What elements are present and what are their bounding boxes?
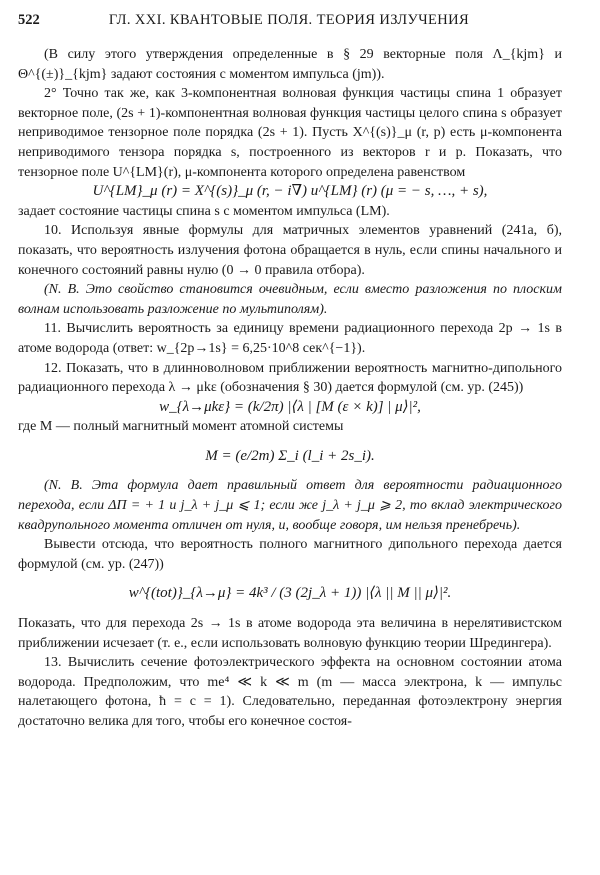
equation-w-tot: w^{(tot)}_{λ→μ} = 4k³ / (3 (2j_λ + 1)) |⟨λ || M || μ⟩|². [128,585,452,602]
running-header [18,12,560,32]
page-number: 522 [18,12,40,28]
problem-13: 13. Вычислить сечение фотоэлектрического эффекта на основном состоянии атома водорода. Предположим, что me⁴ ≪ k ≪ m (m — масса электрона, k — импульс налетающего фотона, ħ = c = 1). Следовательно, переданная фотоэлектрону энергия достаточно велика для того, чтобы его конечное состоя- [18,655,562,729]
problem-11: 11. Вычислить вероятность за единицу времени радиационного перехода 2p → 1s в атоме водорода (ответ: w_{2p→1s} = 6,25·10^8 сек^{−1}). [18,321,562,356]
equation-magnetic-moment: M = (e/2m) Σ_i (l_i + 2s_i). [205,447,375,464]
paragraph-2: 2° Точно так же, как 3-компонентная волновая функция частицы спина 1 образует векторное поле, (2s + 1)-компонентная волновая функция частицы целого спина s образует неприводимое тензорное поле порядка (2s + 1). Пусть X^{(s)}_μ (r, p) есть μ-компонента неприводимого тензора порядка s, построенного из векторов r и p. Показать, что тензорное поле U^{LM}(r), μ-компонента которого определена равенством [18,86,562,180]
problem-10: 10. Используя явные формулы для матричных элементов уравнений (241а, б), показать, что вероятность излучения фотона обращается в нуль, если спины начального и конечного состояний равны нулю (0 → 0 правила отбора). [18,223,562,278]
problem-12: 12. Показать, что в длинноволновом приближении вероятность магнитно-дипольного радиационного перехода λ → μkε (обозначения § 30) дается формулой (см. ур. (245)) [18,360,562,396]
magnetic-moment-text: где M — полный магнитный момент атомной системы [18,419,344,435]
page-body [18,45,562,732]
note-problem-12: (N. B. Эта формула дает правильный ответ для вероятности радиационного перехода, если ΔΠ = + 1 и j_λ + j_μ ⩽ 1; если же j_λ + j_μ ⩾ 2, то вклад электрического квадрупольного момента отличен от нуля, и, вообще говоря, им нельзя пренебречь). [18,478,562,533]
show-2s-1s-text: Показать, что для перехода 2s → 1s в атоме водорода эта величина в нерелятивистском приближении исчезает (т. е., если использовать волновую функцию теории Шредингера). [18,616,562,651]
note-problem-10: (N. B. Это свойство становится очевидным, если вместо разложения по плоским волнам использовать разложение по мультиполям). [18,282,562,317]
equation-w-lambda-mu: w_{λ→μkε} = (k/2π) |⟨λ | [M (ε × k)] | μ⟩|², [159,398,421,415]
chapter-title: ГЛ. XXI. КВАНТОВЫЕ ПОЛЯ. ТЕОРИЯ ИЗЛУЧЕНИЯ [108,12,470,28]
paragraph-note-1: (В силу этого утверждения определенные в § 29 векторные поля Λ_{kjm} и Θ^{(±)}_{kjm} задают состояния с моментом импульса (jm)). [18,47,562,82]
derive-text: Вывести отсюда, что вероятность полного магнитного дипольного перехода дается формулой (см. ур. (247)) [18,537,562,572]
equation-ulm: U^{LM}_μ (r) = X^{(s)}_μ (r, − i∇) u^{LM} (r) (μ = − s, …, + s), [92,183,488,200]
paragraph-2-end: задает состояние частицы спина s с моментом импульса (LM). [18,203,390,219]
